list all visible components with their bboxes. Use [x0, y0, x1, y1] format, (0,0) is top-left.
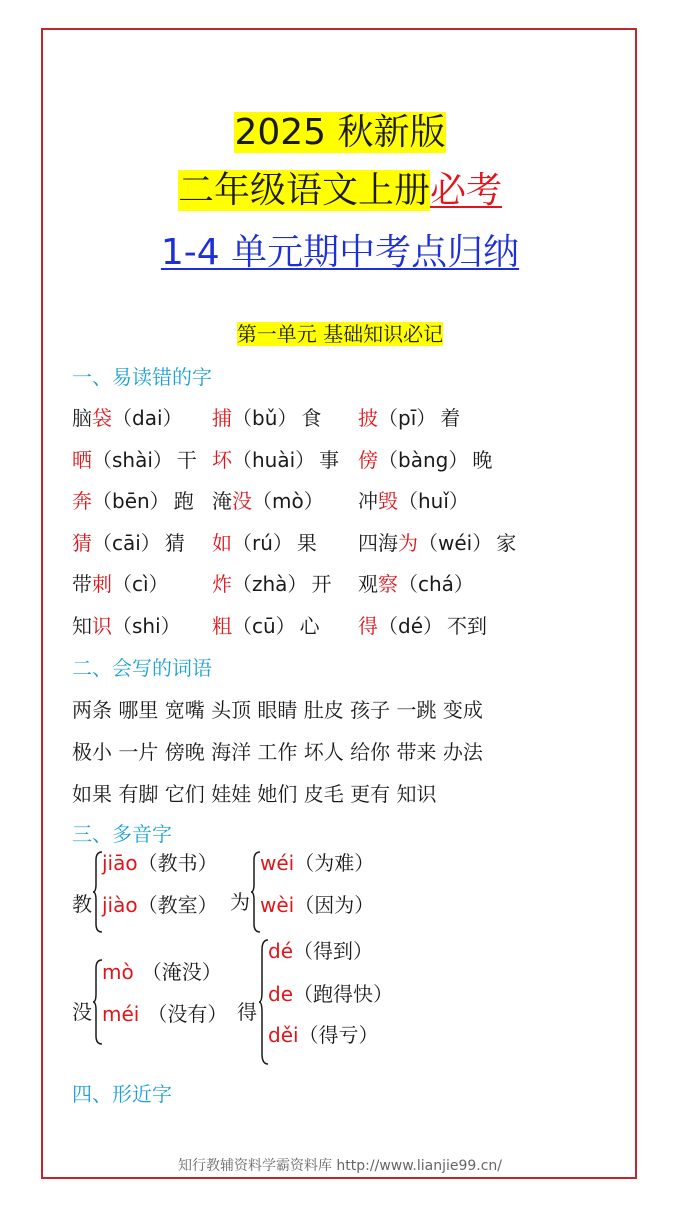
- pinyin: （huài）: [232, 447, 316, 472]
- key-char: 刺: [92, 572, 112, 596]
- pinyin: （chá）: [398, 572, 474, 596]
- key-char: 披: [358, 406, 378, 430]
- easy-read-item: [212, 570, 331, 598]
- key-char: 毁: [378, 489, 398, 513]
- title-summary-text: 1-4 单元期中考点归纳: [160, 232, 520, 273]
- char-suffix: 晚: [472, 447, 493, 472]
- poly-reading: [102, 891, 218, 919]
- word-line: 极小 一片 傍晚 海洋 工作 坏人 给你 带来 办法: [72, 740, 483, 764]
- key-char: 奔: [72, 489, 92, 513]
- pinyin: （zhà）: [232, 572, 308, 596]
- poly-char-de: 得: [237, 1000, 257, 1024]
- char-prefix: 观: [358, 572, 378, 596]
- easy-read-item: [72, 612, 185, 640]
- word-line: 两条 哪里 宽嘴 头顶 眼睛 肚皮 孩子 一跳 变成: [72, 698, 483, 722]
- easy-read-item: [72, 446, 197, 474]
- key-char: 晒: [72, 447, 92, 472]
- pinyin: （huǐ）: [398, 489, 469, 513]
- section-heading-similar-chars: 四、形近字: [72, 1082, 172, 1106]
- char-suffix: 食: [301, 406, 322, 430]
- char-suffix: 果: [296, 530, 317, 555]
- key-char: 捕: [212, 406, 232, 430]
- unit-title-text: 第一单元 基础知识必记: [236, 322, 444, 346]
- easy-read-item: [212, 404, 321, 432]
- easy-read-item: [212, 612, 320, 640]
- poly-reading: [260, 891, 374, 919]
- char-suffix: 家: [496, 530, 517, 555]
- poly-pinyin: méi: [102, 1002, 140, 1026]
- title-required-text: 必考: [430, 170, 503, 211]
- char-suffix: 心: [299, 613, 320, 638]
- title-grade-text: 二年级语文上册: [177, 170, 430, 211]
- poly-word: （为难）: [294, 851, 375, 875]
- char-prefix: 脑: [72, 406, 92, 430]
- poly-pinyin: dé: [268, 939, 293, 963]
- poly-word: （教室）: [137, 893, 218, 917]
- char-suffix: 跑: [173, 489, 194, 513]
- poly-word: （得到）: [293, 939, 373, 963]
- section-heading-polyphones: 三、多音字: [72, 822, 172, 846]
- poly-reading: [102, 1000, 227, 1028]
- easy-read-item: [72, 570, 173, 598]
- pinyin: （rú）: [232, 530, 293, 555]
- easy-read-item: [358, 570, 478, 598]
- poly-reading: [260, 849, 374, 877]
- pinyin: （shi）: [112, 613, 181, 638]
- key-char: 如: [212, 530, 232, 555]
- title-grade: [0, 166, 680, 216]
- poly-pinyin: wéi: [260, 851, 295, 875]
- poly-char-mo: 没: [72, 1000, 92, 1024]
- poly-char-jiao: 教: [72, 892, 92, 916]
- easy-read-item: [72, 487, 194, 515]
- char-prefix: 淹: [212, 489, 232, 513]
- char-suffix: 干: [176, 447, 197, 472]
- pinyin: （bàng）: [378, 447, 469, 472]
- key-char: 猜: [72, 530, 92, 555]
- pinyin: （wéi）: [418, 530, 493, 555]
- poly-word: （跑得快）: [293, 982, 393, 1006]
- section-heading-words: 二、会写的词语: [72, 656, 212, 680]
- poly-word: （得亏）: [298, 1023, 379, 1047]
- pinyin: （bēn）: [92, 489, 170, 513]
- footer: 知行教辅资料学霸资料库 http://www.lianjie99.cn/: [177, 1158, 503, 1174]
- poly-word: （没有）: [147, 1002, 228, 1026]
- poly-reading: [102, 958, 222, 986]
- easy-read-item: [358, 612, 487, 640]
- pinyin: （pī）: [378, 406, 437, 430]
- title-year-text: 2025 秋新版: [234, 112, 446, 153]
- pinyin: （dé）: [378, 613, 443, 638]
- easy-read-item: [72, 529, 185, 557]
- pinyin: （shài）: [92, 447, 173, 472]
- key-char: 没: [232, 489, 252, 513]
- title-year: [0, 108, 680, 158]
- pinyin: （cì）: [112, 572, 169, 596]
- poly-pinyin: mò: [102, 960, 134, 984]
- key-char: 为: [398, 530, 418, 555]
- word-line: 如果 有脚 它们 娃娃 她们 皮毛 更有 知识: [72, 782, 437, 806]
- poly-word: （教书）: [137, 851, 218, 875]
- pinyin: （bǔ）: [232, 406, 298, 430]
- easy-read-item: [212, 446, 339, 474]
- key-char: 坏: [212, 447, 232, 472]
- poly-word: （因为）: [294, 893, 375, 917]
- easy-read-item: [212, 529, 317, 557]
- char-prefix: 知: [72, 613, 92, 638]
- char-suffix: 猜: [164, 530, 185, 555]
- pinyin: （mò）: [252, 489, 324, 513]
- poly-pinyin: de: [268, 982, 293, 1006]
- poly-pinyin: wèi: [260, 893, 295, 917]
- char-suffix: 不到: [447, 613, 487, 638]
- poly-reading: [268, 937, 373, 965]
- char-suffix: 着: [440, 406, 461, 430]
- pinyin: （cāi）: [92, 530, 161, 555]
- pinyin: （dai）: [112, 406, 183, 430]
- char-prefix: 四海: [358, 530, 398, 555]
- poly-word: （淹没）: [141, 960, 222, 984]
- title-summary: [0, 228, 680, 278]
- easy-read-item: [358, 446, 492, 474]
- easy-read-item: [358, 404, 460, 432]
- poly-pinyin: jiāo: [102, 851, 138, 875]
- poly-reading: [102, 849, 218, 877]
- easy-read-item: [358, 529, 516, 557]
- char-prefix: 冲: [358, 489, 378, 513]
- key-char: 袋: [92, 406, 112, 430]
- key-char: 粗: [212, 613, 232, 638]
- key-char: 傍: [358, 447, 378, 472]
- key-char: 炸: [212, 572, 232, 596]
- easy-read-item: [72, 404, 187, 432]
- poly-char-wei: 为: [230, 890, 250, 914]
- poly-reading: [268, 1021, 379, 1049]
- poly-reading: [268, 980, 393, 1008]
- key-char: 识: [92, 613, 112, 638]
- poly-pinyin: jiào: [102, 893, 138, 917]
- key-char: 得: [358, 613, 378, 638]
- pinyin: （cū）: [232, 613, 296, 638]
- easy-read-item: [358, 487, 473, 515]
- unit-title: [0, 320, 680, 348]
- poly-pinyin: děi: [268, 1023, 299, 1047]
- char-suffix: 事: [319, 447, 340, 472]
- easy-read-item: [212, 487, 328, 515]
- key-char: 察: [378, 572, 398, 596]
- char-suffix: 开: [311, 572, 332, 596]
- char-prefix: 带: [72, 572, 92, 596]
- section-heading-easy-read: 一、易读错的字: [72, 365, 212, 389]
